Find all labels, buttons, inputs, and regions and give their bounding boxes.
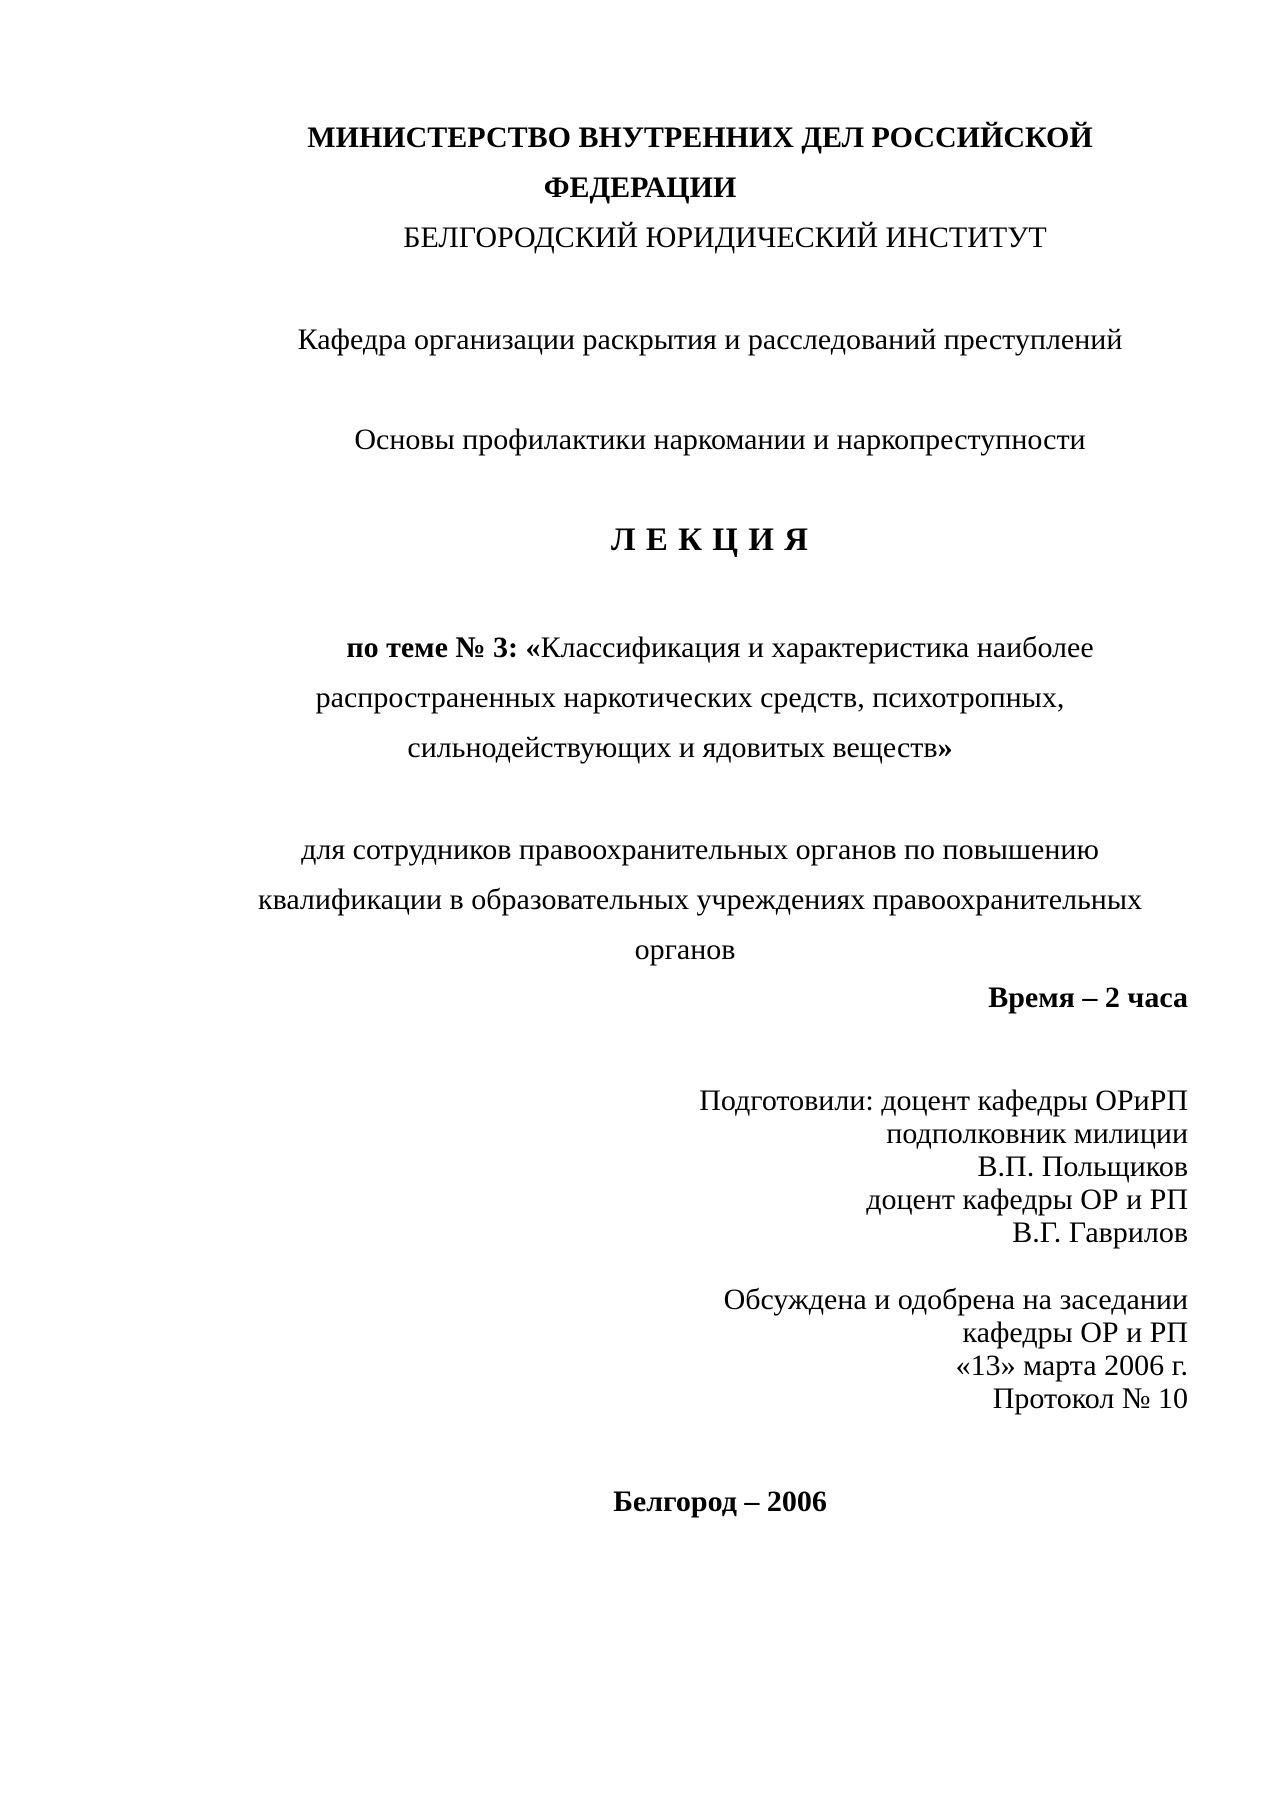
lecture-title: Л Е К Ц И Я	[611, 522, 809, 558]
ministry-heading-line-2: ФЕДЕРАЦИИ	[543, 171, 737, 204]
audience-line-2: квалификации в образовательных учреждениях правоохранительных	[258, 883, 1142, 916]
topic-text-line-3: сильнодействующих и ядовитых веществ	[407, 731, 938, 764]
ministry-heading-line-1: МИНИСТЕРСТВО ВНУТРЕННИХ ДЕЛ РОССИЙСКОЙ	[307, 121, 1093, 154]
authors-line-4: доцент кафедры ОР и РП	[866, 1183, 1188, 1216]
approval-line-2: кафедры ОР и РП	[962, 1316, 1188, 1349]
authors-line-1: Подготовили: доцент кафедры ОРиРП	[699, 1084, 1188, 1117]
course-name: Основы профилактики наркомании и наркопреступности	[354, 423, 1086, 456]
approval-line-4: Протокол № 10	[992, 1382, 1188, 1415]
authors-line-3: В.П. Польщиков	[977, 1150, 1188, 1183]
audience-line-1: для сотрудников правоохранительных органов по повышению	[301, 833, 1099, 866]
institute-name: БЕЛГОРОДСКИЙ ЮРИДИЧЕСКИЙ ИНСТИТУТ	[403, 221, 1047, 254]
topic-prefix: по теме № 3: «	[346, 631, 541, 664]
topic-suffix: »	[937, 731, 953, 764]
authors-line-5: В.Г. Гаврилов	[1012, 1216, 1188, 1249]
authors-line-2: подполковник милиции	[886, 1117, 1188, 1150]
topic-line-1	[240, 630, 1200, 666]
duration: Время – 2 часа	[988, 981, 1188, 1014]
topic-text-line-1: Классификация и характеристика наиболее	[540, 631, 1094, 664]
department-name: Кафедра организации раскрытия и расследований преступлений	[297, 323, 1123, 356]
approval-line-1: Обсуждена и одобрена на заседании	[723, 1283, 1188, 1316]
topic-line-2: распространенных наркотических средств, психотропных,	[315, 681, 1065, 714]
approval-line-3: «13» марта 2006 г.	[955, 1349, 1188, 1382]
audience-line-3: органов	[634, 933, 736, 966]
city-year: Белгород – 2006	[613, 1485, 827, 1518]
topic-line-3	[320, 730, 1040, 766]
